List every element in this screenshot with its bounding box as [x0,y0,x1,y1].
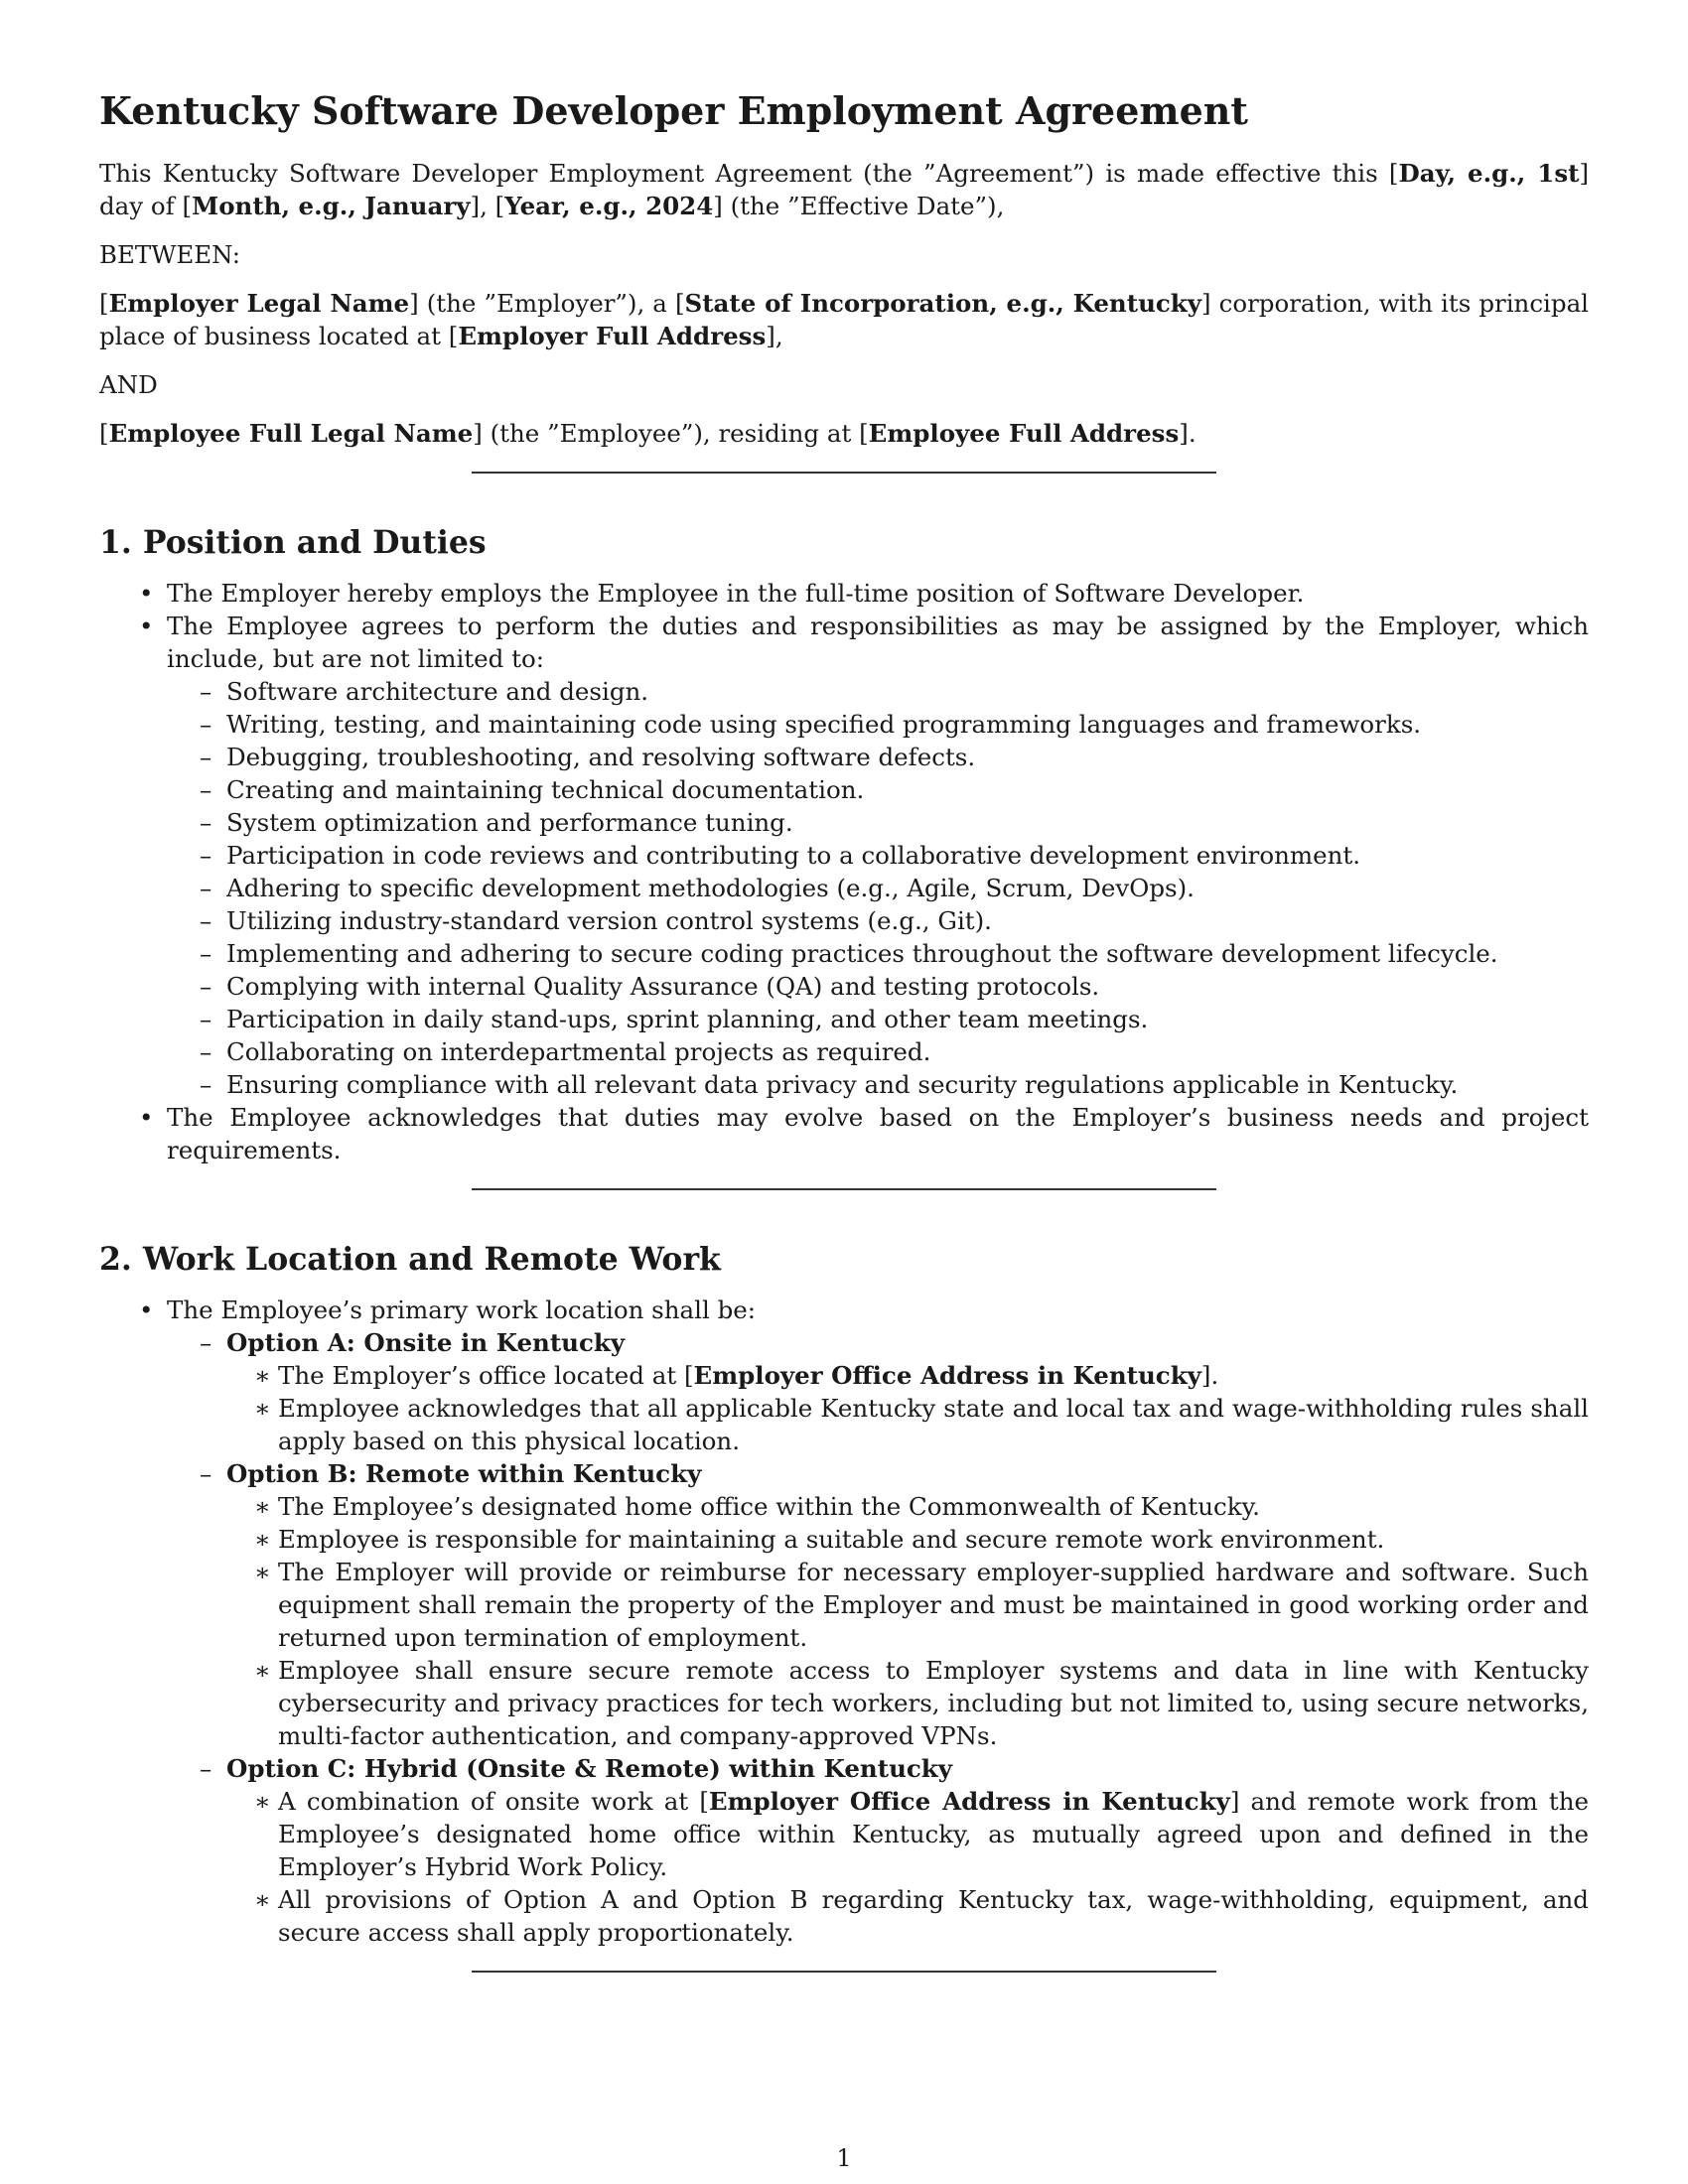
duty-item [167,741,1589,773]
dash-marker: – [200,1328,212,1357]
duty-item [167,806,1589,839]
party-text: [ [99,289,109,318]
option-a [167,1326,1589,1457]
star-marker: ∗ [254,1656,271,1685]
duty-text: Implementing and adhering to secure coding practices throughout the software development lifecycle. [226,939,1498,968]
duty-item [167,839,1589,872]
duty-item [167,937,1589,970]
day-placeholder: Day, e.g., 1st [1398,159,1580,188]
sub-item [226,1883,1589,1949]
duty-text: Software architecture and design. [226,677,649,706]
and-label: AND [99,370,158,399]
dash-marker: – [200,939,212,968]
dash-marker: – [200,808,212,837]
sub-item-text: The Employee’s designated home office within the Commonwealth of Kentucky. [278,1492,1260,1521]
duty-item [167,773,1589,806]
sub-item-text: Employee is responsible for maintaining a suitable and secure remote work environment. [278,1525,1385,1554]
dash-marker: – [200,874,212,902]
duty-text: Creating and maintaining technical documentation. [226,775,865,804]
sub-item-text: Employee acknowledges that all applicable Kentucky state and local tax and wage-withholding rules shall apply based on this physical location. [278,1394,1589,1455]
employee-address-placeholder: Employee Full Address [868,419,1180,448]
sub-item-text: ]. [1200,1361,1219,1390]
sub-item [226,1359,1589,1392]
sub-item [226,1785,1589,1883]
bullet-marker: • [139,1296,154,1324]
bullet-marker: • [139,579,154,608]
duties-list [167,675,1589,1101]
horizontal-rule [472,472,1216,474]
between-label: BETWEEN: [99,240,240,269]
employer-address-placeholder: Employer Full Address [458,322,767,350]
dash-marker: – [200,841,212,870]
intro-text: ] day of [ [99,159,1589,220]
duty-item [167,872,1589,904]
duty-text: Participation in daily stand-ups, sprint planning, and other team meetings. [226,1005,1149,1033]
employee-name-placeholder: Employee Full Legal Name [108,419,474,448]
duty-item [167,1035,1589,1068]
section-2-list [99,1294,1589,1949]
horizontal-rule [472,1188,1216,1190]
employer-name-placeholder: Employer Legal Name [108,289,410,318]
star-marker: ∗ [254,1885,271,1914]
star-marker: ∗ [254,1558,271,1586]
duty-item [167,970,1589,1003]
sub-item-text: The Employer’s office located at [ [278,1361,694,1390]
bullet-marker: • [139,1103,154,1132]
employee-party-paragraph [99,417,1589,450]
option-c-items [226,1785,1589,1949]
party-text: ]. [1179,419,1196,448]
dash-marker: – [200,1754,212,1783]
intro-text: ], [ [470,192,505,220]
star-marker: ∗ [254,1361,271,1390]
list-item-text: The Employer hereby employs the Employee in the full-time position of Software Developer. [167,579,1305,608]
option-b-items [226,1490,1589,1752]
option-b-title: Option B: Remote within Kentucky [226,1459,702,1488]
list-item [99,1101,1589,1166]
state-placeholder: State of Incorporation, e.g., Kentucky [684,289,1202,318]
document-page [99,87,1589,1982]
sub-item [226,1556,1589,1654]
intro-text: This Kentucky Software Developer Employment Agreement (the ”Agreement”) is made effective this [ [99,159,1399,188]
option-c-title: Option C: Hybrid (Onsite & Remote) within Kentucky [226,1754,953,1783]
duty-item [167,904,1589,937]
list-item-text: The Employee agrees to perform the duties and responsibilities as may be assigned by the Employer, which include, but are not limited to: [167,612,1589,673]
page-number: 1 [836,2144,852,2172]
dash-marker: – [200,1070,212,1099]
sub-item-text: ] and remote work from the Employee’s designated home office within Kentucky, as mutually agreed upon and defined in the Employer’s Hybrid Work Policy. [278,1787,1589,1881]
party-text: ], [766,322,783,350]
duty-text: Participation in code reviews and contributing to a collaborative development environment. [226,841,1361,870]
employer-party-paragraph [99,287,1589,352]
sub-item-text: All provisions of Option A and Option B regarding Kentucky tax, wage-withholding, equipment, and secure access shall apply proportionately. [278,1885,1589,1947]
dash-marker: – [200,972,212,1001]
dash-marker: – [200,710,212,739]
option-c [167,1752,1589,1949]
option-b [167,1457,1589,1752]
year-placeholder: Year, e.g., 2024 [504,192,714,220]
dash-marker: – [200,1037,212,1066]
month-placeholder: Month, e.g., January [192,192,471,220]
office-address-placeholder: Employer Office Address in Kentucky [708,1787,1230,1816]
intro-paragraph [99,157,1589,222]
duty-text: Debugging, troubleshooting, and resolving software defects. [226,743,976,771]
duty-text: Utilizing industry-standard version control systems (e.g., Git). [226,906,992,935]
section-2-title: 2. Work Location and Remote Work [99,1241,721,1278]
sub-item [226,1654,1589,1752]
option-a-title: Option A: Onsite in Kentucky [226,1328,626,1357]
section-1-list [99,577,1589,1166]
dash-marker: – [200,1459,212,1488]
party-text: ] (the ”Employee”), residing at [ [473,419,869,448]
list-item [99,610,1589,1101]
sub-item [226,1523,1589,1556]
duty-text: Complying with internal Quality Assurance (QA) and testing protocols. [226,972,1100,1001]
duty-item [167,708,1589,741]
dash-marker: – [200,743,212,771]
party-text: [ [99,419,109,448]
options-list [167,1326,1589,1949]
sub-item-text: Employee shall ensure secure remote access to Employer systems and data in line with Kentucky cybersecurity and privacy practices for tech workers, including but not limited to, using secure networks, multi-factor authentication, and company-approved VPNs. [278,1656,1589,1750]
party-text: ] corporation, with its principal place of business located at [ [99,289,1590,350]
option-a-items [226,1359,1589,1457]
duty-text: Ensuring compliance with all relevant data privacy and security regulations applicable in Kentucky. [226,1070,1459,1099]
list-item-text: The Employee acknowledges that duties may evolve based on the Employer’s business needs and project requirements. [167,1103,1589,1164]
dash-marker: – [200,906,212,935]
bullet-marker: • [139,612,154,640]
office-address-placeholder: Employer Office Address in Kentucky [693,1361,1201,1390]
sub-item [226,1392,1589,1457]
star-marker: ∗ [254,1787,271,1816]
section-1-title: 1. Position and Duties [99,524,487,561]
star-marker: ∗ [254,1394,271,1423]
duty-text: Adhering to specific development methodologies (e.g., Agile, Scrum, DevOps). [226,874,1195,902]
sub-item-text: A combination of onsite work at [ [278,1787,709,1816]
star-marker: ∗ [254,1492,271,1521]
duty-item [167,675,1589,708]
duty-text: System optimization and performance tuning. [226,808,793,837]
dash-marker: – [200,1005,212,1033]
duty-item [167,1003,1589,1035]
intro-text: ] (the ”Effective Date”), [713,192,1005,220]
sub-item [226,1490,1589,1523]
horizontal-rule [472,1971,1216,1973]
duty-text: Collaborating on interdepartmental projects as required. [226,1037,931,1066]
dash-marker: – [200,775,212,804]
list-item-text: The Employee’s primary work location shall be: [167,1296,757,1324]
document-title: Kentucky Software Developer Employment Agreement [99,88,1248,133]
duty-text: Writing, testing, and maintaining code using specified programming languages and frameworks. [226,710,1422,739]
sub-item-text: The Employer will provide or reimburse for necessary employer-supplied hardware and software. Such equipment shall remain the property of the Employer and must be maintained in good working order and returned upon termination of employment. [278,1558,1589,1652]
list-item [99,1294,1589,1949]
dash-marker: – [200,677,212,706]
duty-item [167,1068,1589,1101]
list-item [99,577,1589,610]
star-marker: ∗ [254,1525,271,1554]
party-text: ] (the ”Employer”), a [ [409,289,685,318]
